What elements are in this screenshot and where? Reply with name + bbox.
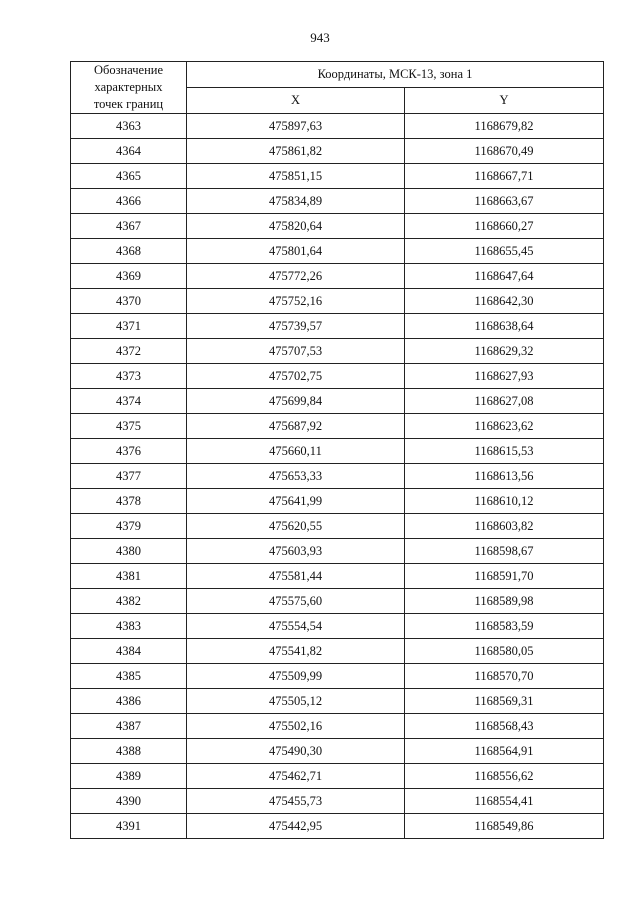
y-coordinate-cell: 1168655,45: [405, 239, 604, 264]
table-row: [71, 414, 604, 439]
y-coordinate-cell: 1168580,05: [405, 639, 604, 664]
y-coordinate-cell: 1168627,93: [405, 364, 604, 389]
x-coordinate-cell: 475820,64: [187, 214, 405, 239]
point-id-cell: 4372: [71, 339, 187, 364]
point-id-cell: 4387: [71, 714, 187, 739]
table-row: [71, 114, 604, 139]
table-row: [71, 764, 604, 789]
header-designation-line-1: Обозначение: [93, 63, 164, 77]
point-id-cell: 4373: [71, 364, 187, 389]
x-coordinate-cell: 475554,54: [187, 614, 405, 639]
point-id-cell: 4382: [71, 589, 187, 614]
y-coordinate-cell: 1168598,67: [405, 539, 604, 564]
point-id-cell: 4370: [71, 289, 187, 314]
y-coordinate-cell: 1168554,41: [405, 789, 604, 814]
x-coordinate-cell: 475505,12: [187, 689, 405, 714]
x-coordinate-cell: 475801,64: [187, 239, 405, 264]
x-coordinate-cell: 475752,16: [187, 289, 405, 314]
table-row: [71, 489, 604, 514]
table-row: [71, 639, 604, 664]
y-coordinate-cell: 1168670,49: [405, 139, 604, 164]
point-id-cell: 4379: [71, 514, 187, 539]
coordinates-table: [70, 61, 604, 839]
x-coordinate-cell: 475509,99: [187, 664, 405, 689]
point-id-cell: 4365: [71, 164, 187, 189]
table-row: [71, 514, 604, 539]
x-coordinate-cell: 475575,60: [187, 589, 405, 614]
x-coordinate-cell: 475772,26: [187, 264, 405, 289]
point-id-cell: 4385: [71, 664, 187, 689]
table-row: [71, 739, 604, 764]
point-id-cell: 4374: [71, 389, 187, 414]
x-coordinate-cell: 475687,92: [187, 414, 405, 439]
x-coordinate-cell: 475455,73: [187, 789, 405, 814]
x-coordinate-cell: 475442,95: [187, 814, 405, 839]
x-coordinate-cell: 475502,16: [187, 714, 405, 739]
point-id-cell: 4368: [71, 239, 187, 264]
table-row: [71, 189, 604, 214]
x-coordinate-cell: 475702,75: [187, 364, 405, 389]
table-row: [71, 689, 604, 714]
table-row: [71, 564, 604, 589]
table-row: [71, 214, 604, 239]
x-coordinate-cell: 475897,63: [187, 114, 405, 139]
y-coordinate-cell: 1168615,53: [405, 439, 604, 464]
point-id-cell: 4390: [71, 789, 187, 814]
y-coordinate-cell: 1168610,12: [405, 489, 604, 514]
table-row: [71, 164, 604, 189]
y-coordinate-cell: 1168564,91: [405, 739, 604, 764]
point-id-cell: 4366: [71, 189, 187, 214]
table-row: [71, 439, 604, 464]
point-id-cell: 4380: [71, 539, 187, 564]
table-row: [71, 364, 604, 389]
x-coordinate-cell: 475851,15: [187, 164, 405, 189]
point-id-cell: 4378: [71, 489, 187, 514]
y-coordinate-cell: 1168667,71: [405, 164, 604, 189]
x-coordinate-cell: 475620,55: [187, 514, 405, 539]
y-coordinate-cell: 1168568,43: [405, 714, 604, 739]
table-row: [71, 139, 604, 164]
y-coordinate-cell: 1168629,32: [405, 339, 604, 364]
y-coordinate-cell: 1168660,27: [405, 214, 604, 239]
table-row: [71, 339, 604, 364]
header-designation-line-3: точек границ: [93, 97, 164, 111]
x-coordinate-cell: 475490,30: [187, 739, 405, 764]
x-coordinate-cell: 475707,53: [187, 339, 405, 364]
x-coordinate-cell: 475699,84: [187, 389, 405, 414]
point-id-cell: 4364: [71, 139, 187, 164]
y-coordinate-cell: 1168623,62: [405, 414, 604, 439]
header-y: Y: [405, 88, 604, 114]
y-coordinate-cell: 1168569,31: [405, 689, 604, 714]
y-coordinate-cell: 1168627,08: [405, 389, 604, 414]
header-x: X: [187, 88, 405, 114]
x-coordinate-cell: 475462,71: [187, 764, 405, 789]
table-row: [71, 464, 604, 489]
point-id-cell: 4383: [71, 614, 187, 639]
table-row: [71, 814, 604, 839]
table-row: [71, 614, 604, 639]
table-body: [71, 114, 604, 839]
x-coordinate-cell: 475653,33: [187, 464, 405, 489]
y-coordinate-cell: 1168589,98: [405, 589, 604, 614]
table-row: [71, 314, 604, 339]
y-coordinate-cell: 1168663,67: [405, 189, 604, 214]
x-coordinate-cell: 475834,89: [187, 189, 405, 214]
header-coordinate-system: Координаты, МСК-13, зона 1: [187, 62, 604, 88]
x-coordinate-cell: 475603,93: [187, 539, 405, 564]
y-coordinate-cell: 1168647,64: [405, 264, 604, 289]
point-id-cell: 4371: [71, 314, 187, 339]
point-id-cell: 4363: [71, 114, 187, 139]
table-row: [71, 589, 604, 614]
x-coordinate-cell: 475541,82: [187, 639, 405, 664]
y-coordinate-cell: 1168603,82: [405, 514, 604, 539]
x-coordinate-cell: 475641,99: [187, 489, 405, 514]
table-row: [71, 264, 604, 289]
table-row: [71, 789, 604, 814]
table-row: [71, 714, 604, 739]
point-id-cell: 4376: [71, 439, 187, 464]
table-row: [71, 289, 604, 314]
header-designation-line-2: характерных: [94, 80, 163, 94]
table-row: [71, 239, 604, 264]
y-coordinate-cell: 1168591,70: [405, 564, 604, 589]
x-coordinate-cell: 475581,44: [187, 564, 405, 589]
table-row: [71, 539, 604, 564]
y-coordinate-cell: 1168642,30: [405, 289, 604, 314]
y-coordinate-cell: 1168679,82: [405, 114, 604, 139]
point-id-cell: 4389: [71, 764, 187, 789]
table-header: [71, 62, 604, 114]
point-id-cell: 4384: [71, 639, 187, 664]
table-row: [71, 389, 604, 414]
point-id-cell: 4369: [71, 264, 187, 289]
y-coordinate-cell: 1168556,62: [405, 764, 604, 789]
y-coordinate-cell: 1168549,86: [405, 814, 604, 839]
y-coordinate-cell: 1168583,59: [405, 614, 604, 639]
header-point-designation: [71, 62, 187, 114]
table-row: [71, 664, 604, 689]
point-id-cell: 4386: [71, 689, 187, 714]
y-coordinate-cell: 1168613,56: [405, 464, 604, 489]
x-coordinate-cell: 475660,11: [187, 439, 405, 464]
point-id-cell: 4388: [71, 739, 187, 764]
y-coordinate-cell: 1168570,70: [405, 664, 604, 689]
point-id-cell: 4381: [71, 564, 187, 589]
point-id-cell: 4367: [71, 214, 187, 239]
page-number: 943: [310, 30, 330, 45]
x-coordinate-cell: 475861,82: [187, 139, 405, 164]
x-coordinate-cell: 475739,57: [187, 314, 405, 339]
point-id-cell: 4375: [71, 414, 187, 439]
y-coordinate-cell: 1168638,64: [405, 314, 604, 339]
point-id-cell: 4391: [71, 814, 187, 839]
point-id-cell: 4377: [71, 464, 187, 489]
